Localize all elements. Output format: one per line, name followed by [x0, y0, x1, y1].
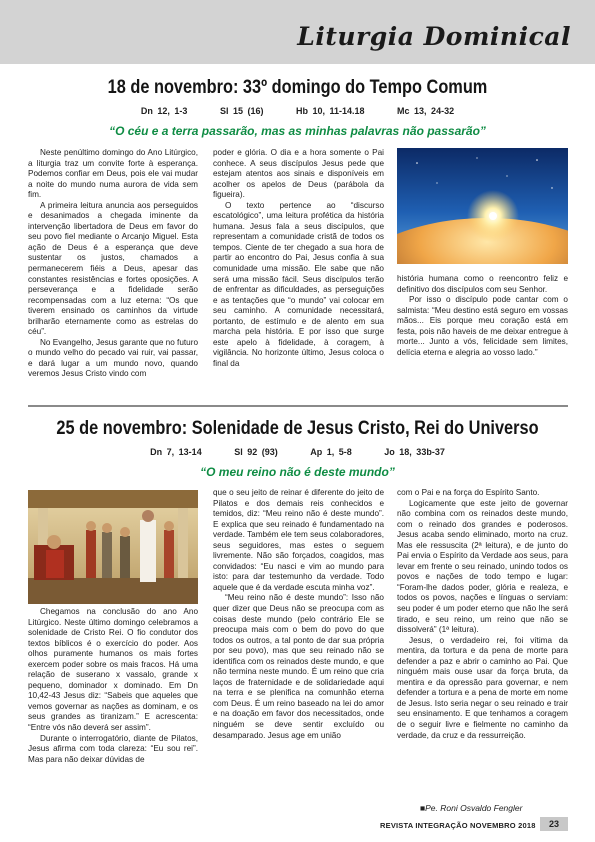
- paragraph: Por isso o discípulo pode cantar com o salmista: “Meu destino está seguro em vossas mãos... Eis porque meu coração está em festa, pois não haveis de me deixar entregue à morte... Junto a vós, felicidade sem limites, delícia eterna e alegria ao vosso lado.”: [397, 295, 568, 357]
- section2-quote: “O meu reino não é deste mundo”: [200, 465, 395, 479]
- reading: Dn 12, 1-3: [140, 106, 188, 116]
- reading: Hb 10, 11-14.18: [295, 106, 365, 116]
- section1-readings: [0, 106, 595, 116]
- paragraph: A primeira leitura anuncia aos perseguidos e desanimados a chegada iminente da intervenção libertadora de Deus em favor do seu povo fiel mediante o Arcanjo Miguel. Esta ação de Deus é a esperança que deve sustentar os justos, chamados a permanecerem fiéis a Deus, apesar das constantes resistências e fortes oposições. A perseverança e a fidelidade serão recompensadas com a luz eterna: “Os que tiverem ensinado os caminhos da virtude brilharão eternamente como as estrelas do céu”.: [28, 200, 198, 337]
- paragraph: “Meu reino não é deste mundo”: Isso não quer dizer que Deus não se preocupa com as coisas deste mundo (pelo contrário Ele se preocupa mais com o bem do povo do que todos os outros, a tal ponto de dar sua própria por seu povo), mas que seu reinado não se identifica com os reinados deste mundo, e que não termina neste mundo. É um reino que cria laços de fraternidade e de solidariedade aqui na terra e se plenifica na comunhão eterna com Deus. É um reino baseado na lei do amor e na doação em favor dos necessitados, onde ninguém se deve sentir excluído ou desamparado. Jesus age em união: [213, 593, 384, 740]
- section2-column-2: [213, 488, 384, 812]
- paragraph: Chegamos na conclusão do ano Ano Litúrgico. Neste último domingo celebramos a solenidade de Cristo Rei. O fio condutor dos textos bíblicos é o exercício do poder. Aos olhos puramente humanos os mais fortes exercem poder sobre os mais fracos. Há uma relação de suserano x vassalo, grande x pequeno, dominador x dominado. Em Dn 10,42-43 Jesus diz: “Sabeis que aqueles que vemos governar as nações as dominam, e os seus grandes as tiranizam.” E acrescenta: “Entre vós não deverá ser assim”.: [28, 607, 198, 733]
- header-title: Liturgia Dominical: [297, 22, 571, 51]
- reading: Dn 7, 13-14: [150, 447, 202, 457]
- paragraph: No Evangelho, Jesus garante que no futuro o mundo velho do pecado vai ruir, vai passar, e dará lugar a um mundo novo, quando veremos Jesus Cristo vindo com: [28, 337, 198, 379]
- reading: Mc 13, 24-32: [397, 106, 455, 116]
- section1-column-1: [28, 148, 198, 386]
- jesus-before-pilate-image: [28, 490, 198, 604]
- paragraph: com o Pai e na força do Espírito Santo.: [397, 488, 540, 497]
- paragraph: Neste penúltimo domingo do Ano Litúrgico, a liturgia traz um convite forte à esperança. Podemos confiar em Deus, pois ele vai mudar a noite do mundo numa aurora de vida sem fim.: [28, 148, 198, 200]
- section1-column-3: [397, 274, 568, 386]
- section2-title: 25 de novembro: Solenidade de Jesus Cristo, Rei do Universo: [56, 418, 539, 439]
- reading: Sl 92 (93): [234, 447, 278, 457]
- paragraph: Logicamente que este jeito de governar não combina com os reinados deste mundo, com o reinado dos grandes e poderosos. Jesus acaba sendo eliminado, morto na cruz. Mas ele ressuscita (2ª leitura), e de junto do Pai envia o Espírito da Verdade aos seus, para levar em frente o seu reinado, unindo todos os povos e nações de todo tempo e lugar: “Foram-lhe dados poder, glória e realeza, e todos os povos, nações e línguas o serviam: seu poder é um poder eterno que não lhe será tirado, e seu reino, um reino que não se dissolverá” (1ª leitura).: [397, 498, 568, 635]
- section2-column-1: [28, 607, 198, 819]
- paragraph: Durante o interrogatório, diante de Pilatos, Jesus afirma com toda clareza: “Eu sou rei”. Mas para não deixar dúvidas de: [28, 733, 198, 764]
- reading: Sl 15 (16): [219, 106, 264, 116]
- section1-title: 18 de novembro: 33º domingo do Tempo Comum: [107, 77, 488, 98]
- section2-column-3: [397, 488, 568, 800]
- section1-column-2: [213, 148, 384, 386]
- paragraph: poder e glória. O dia e a hora somente o Pai conhece. A seus discípulos Jesus pede que estejam atentos aos sinais e disponíveis em acolher os apelos de Deus (parábola da figueira).: [213, 148, 384, 200]
- footer-magazine-name: REVISTA INTEGRAÇÃO NOVEMBRO 2018: [380, 821, 536, 830]
- paragraph: que o seu jeito de reinar é diferente do jeito de Pilatos e dos demais reis conhecidos e temidos, diz: “Meu reino não é deste mundo”. E explica que seu reinado é fundamentado na verdade. Também ele tem seus colaboradores, seus seguidores, mas estes o seguem livremente. Não são forçados, coagidos, mas convidados: “Eu nasci e vim ao mundo para isto: para dar testemunho da verdade. Todo aquele que é da verdade escuta minha voz”.: [213, 488, 384, 592]
- page-number: 23: [540, 817, 568, 831]
- paragraph: O texto pertence ao “discurso escatológico”, uma leitura profética da história humana. Jesus fala a seus discípulos, que representam a comunidade cristã de todos os tempos. Ciente de ter chegado a sua hora de partir ao encontro do Pai, Jesus confia à sua comunidade uma missão. Ele sabe que não será uma missão fácil. Seus discípulos terão de enfrentar as dificuldades, as perseguições e as tentações que “o mundo” vai colocar em seu caminho. A comunidade necessitará, portanto, de estímulo e de alento em sua marcha pela história. E por isso que surge este apelo à fidelidade, à coragem, à vigilância. No horizonte último, Jesus coloca o final da: [213, 200, 384, 368]
- section2-readings: [0, 447, 595, 457]
- paragraph: Jesus, o verdadeiro rei, foi vítima da mentira, da tortura e da pena de morte para defender a paz e abrir o caminho ao Pai. Que ninguém mais ouse usar da força bruta, da mentira e da opressão para governar, e nem defender a tortura e a pena de morte em nome de Jesus. Isto seria negar o seu reinado e trair seu ensinamento. E que tenhamos a coragem de o seguir livre e fielmente no caminho da verdade, da cruz e da ressurreição.: [397, 635, 568, 740]
- section-divider: [28, 405, 568, 407]
- planet-sunrise-image: [397, 148, 568, 264]
- author-signature: ■Pe. Roni Osvaldo Fengler: [420, 803, 523, 813]
- paragraph: história humana como o reencontro feliz e definitivo dos discípulos com seu Senhor.: [397, 274, 568, 294]
- section1-quote: “O céu e a terra passarão, mas as minhas palavras não passarão”: [109, 124, 486, 138]
- reading: Ap 1, 5-8: [310, 447, 352, 457]
- reading: Jo 18, 33b-37: [384, 447, 445, 457]
